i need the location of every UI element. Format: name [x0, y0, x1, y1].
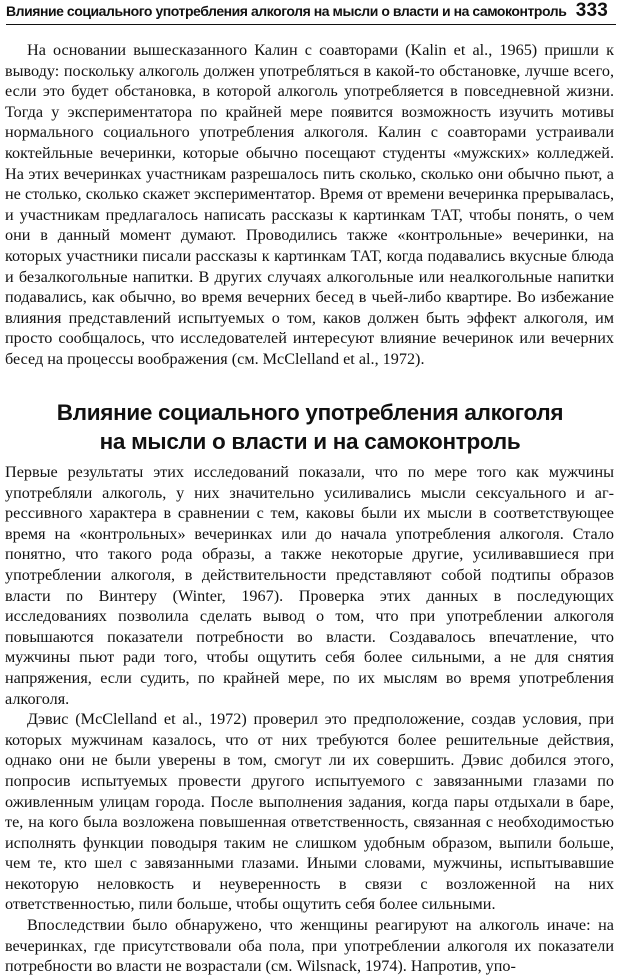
paragraph: Впоследствии было обнаружено, что женщины реагируют на алкоголь иначе: на вечеринках, где присутствовали оба пола, при употреблении алкоголя их показатели потребности во власти не возрастали (см. Wilsnack, 1974). Напротив, упо-	[5, 916, 614, 976]
section-heading	[0, 398, 620, 456]
running-header	[6, 0, 616, 25]
paragraph: На основании вышесказанного Калин с соавторами (Kalin et al., 1965) пришли к выводу: поскольку алкоголь должен употребляться в какой-то обстановке, лучше всего, если это будет обстановка, в которой алкоголь употребляется в повседневной жизни. Тогда у экспериментатора по крайней мере появится возможность изучить мотивы нормального социального употребления алкоголя. Калин с соавторами устраивали коктейльные вечеринки, которые обычно посещают студенты «мужских» колледжей. На этих вечеринках участникам разрешалось пить сколько, сколько они обычно пьют, а не столько, сколько скажет экспериментатор. Время от времени вечеринка прерывалась, и участникам предлагалось написать рассказы к картинкам ТАТ, чтобы понять, о чем они в данный момент думают. Проводились также «контрольные» вечеринки, на которых участники писали рассказы к картинкам ТАТ, когда подавались вкусные блюда и безалкогольные напитки. В других случаях алкогольные или неалкогольные напитки подавались, как обычно, во время вечерних бесед в чьей-либо квартире. Во избежание влияния представлений испытуемых о том, каков должен быть эффект алкоголя, им просто сообщалось, что исследователей интересуют влияние вечеринок или вечерних бесед на процессы воображения (см. McClelland et al., 1972).	[5, 41, 614, 368]
section-heading-line-1: Влияние социального употребления алкоголя	[56, 400, 564, 425]
page-number: 333	[575, 0, 608, 21]
paragraph: Первые результаты этих исследований показали, что по мере того как мужчины употребляли алкоголь, у них значительно усиливались мысли сексуального и агрессивного характера в сравнении с тем, каковы были их мысли в соответствующее время на «контрольных» вечеринках или до начала употребления алкоголя. Стало понятно, что такого рода образы, а также некоторые другие, усиливавшиеся при употреблении алкоголя, в действительности представляют собой подтипы образов власти по Винтеру (Winter, 1967). Проверка этих данных в последующих исследованиях позволила сделать вывод о том, что при употреблении алкоголя повышаются показатели потребности во власти. Создавалось впечатление, что мужчины пьют ради того, чтобы ощутить себя более сильными, а не для снятия напряжения, если судить, по крайней мере, по их мыслям во время употребления алкоголя.	[5, 463, 614, 708]
text-block-before-heading	[5, 40, 614, 370]
text-block-after-heading	[5, 462, 614, 977]
running-title: Влияние социального употребления алкоголя на мысли о власти и на самоконтроль	[6, 3, 567, 19]
paragraph: Дэвис (McClelland et al., 1972) проверил это предположение, создав условия, при которых мужчинам казалось, что от них требуются более решительные действия, однако они не были уверены в том, смогут ли их совершить. Дэвис добился этого, попросив испытуемых провести другого испытуемого с завязанными глазами по оживленным улицам города. После выполнения задания, когда пары отдыхали в баре, те, на кого была возложена повышенная ответственность, связанная с необходимостью исполнять функции поводыря таким не слишком удобным образом, выпили больше, чем те, кто шел с завязанными глазами. Иными словами, мужчины, испытывавшие некоторую неловкость и неуверенность в связи с возложенной на них ответственностью, пили больше, чтобы ощутить себя более сильными.	[5, 710, 614, 914]
section-heading-line-2: на мысли о власти и на самоконтроль	[99, 429, 521, 454]
